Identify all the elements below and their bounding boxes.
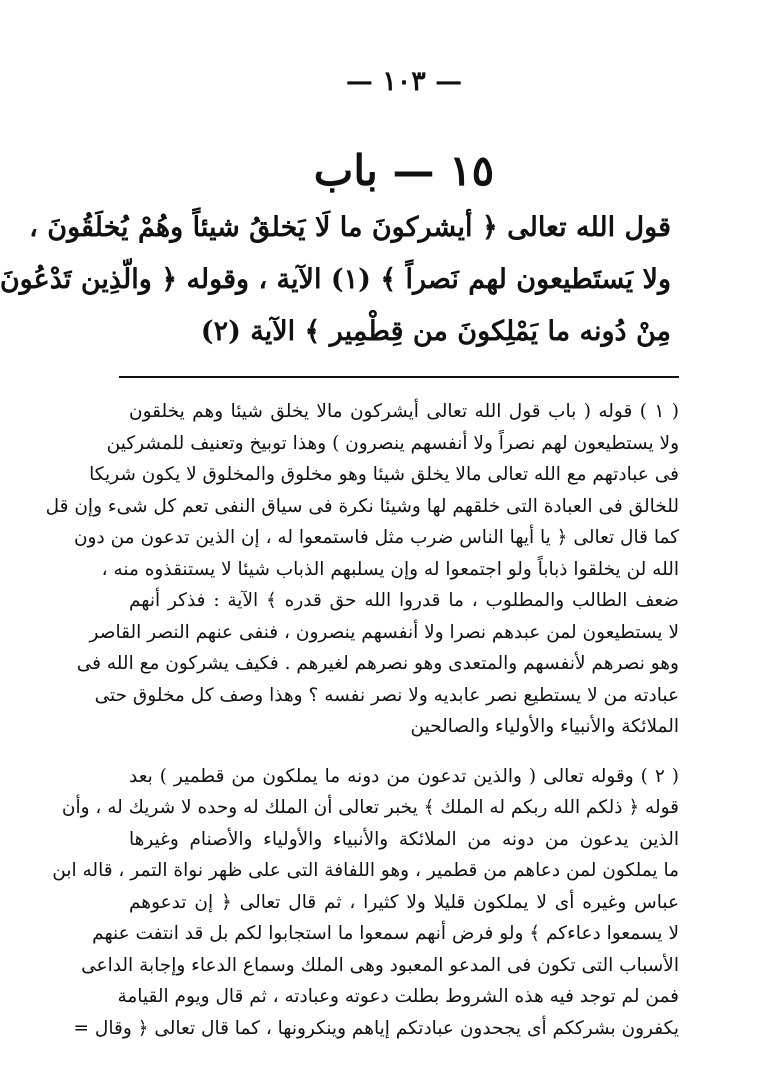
footnote-line: الله لن يخلقوا ذباباً ولو اجتمعوا له وإن يسلبهم الذباب شيئا لا يستنقذوه منه ،	[101, 558, 679, 580]
footnote-line: فى عبادتهم مع الله تعالى مالا يخلق شيئا وهو مخلوق والمخلوق لا يكون شريكا	[89, 464, 679, 485]
footnote-line: ولا يستطيعون لهم نصراً ولا أنفسهم ينصرون ) وهذا توبيخ وتعنيف للمشركين	[106, 432, 679, 454]
footnote-line: للخالق فى العبادة التى خلقهم لها وشيئا نكرة فى سياق النفى تعم كل شىء وإن قل	[45, 495, 679, 517]
title-line: ولا يَستَطيعون لهم نَصراً ﴾ (١) الآية ، وقوله ﴿ والّذِين تَدْعُونَ	[0, 264, 671, 295]
footnote-line: وهو نصرهم لأنفسهم والمتعدى وهو نصرهم لغيرهم . فكيف يشركون مع الله فى	[76, 653, 679, 674]
footnote-line: ( ١ ) قوله ( باب قول الله تعالى أيشركون مالا يخلق شيئا وهم يخلقون	[129, 401, 679, 422]
footnote-line: ( ٢ ) وقوله تعالى ( والذين تدعون من دونه ما يملكون من قطمير ) بعد	[129, 765, 679, 787]
title-line: قول الله تعالى ﴿ أيشركونَ ما لَا يَخلقُ شيئاً وهُمْ يُخلَقُونَ ،	[29, 212, 671, 243]
footnote-line: الأسباب التى تكون فى المدعو المعبود وهى الملك وسماع الدعاء وإجابة الداعى	[81, 954, 679, 976]
footnote-2	[52, 761, 679, 1045]
footnote-line: عبادته من لا يستطيع نصر عابديه ولا نصر نفسه ؟ وهذا وصف كل مخلوق حتى	[94, 684, 679, 706]
footnote-line: فمن لم توجد فيه هذه الشروط بطلت دعوته وعبادته ، ثم قال ويوم القيامة	[117, 986, 679, 1007]
title-line: مِنْ دُونه ما يَمْلِكونَ من قِطْمِير ﴾ الآية (٢)	[200, 316, 671, 347]
page-number: — ١٠٣ —	[345, 66, 463, 97]
footnote-line: ضعف الطالب والمطلوب ، ما قدروا الله حق قدره ﴾ الآية : فذكر أنهم	[129, 590, 679, 611]
chapter-heading: ١٥ — باب	[313, 146, 495, 195]
footnote-line: الملائكة والأنبياء والأولياء والصالحين	[410, 716, 679, 737]
footnote-line: لا يستطيعون لمن عبدهم نصرا ولا أنفسهم ينصرون ، فنفى عنهم النصر القاصر	[89, 621, 679, 643]
footnote-line: الذين يدعون من دونه من الملائكة والأنبياء والأولياء والأصنام وغيرها	[129, 828, 679, 850]
footnote-line: كما قال تعالى ﴿ يا أيها الناس ضرب مثل فاستمعوا له ، إن الذين تدعون من دون	[73, 527, 679, 548]
footnote-line: لا يسمعوا دعاءكم ﴾ ولو فرض أنهم سمعوا ما استجابوا لكم بل قد انتفت عنهم	[92, 923, 679, 944]
footnote-1	[45, 396, 679, 743]
footnote-line: يكفرون بشرككم أى يجحدون عبادتكم إياهم وينكرونها ، كما قال تعالى ﴿ وقال =	[73, 1017, 679, 1039]
chapter-title-verse	[0, 202, 671, 358]
footnote-separator	[119, 376, 679, 378]
footnote-line: قوله ﴿ ذلكم الله ربكم له الملك ﴾ يخبر تعالى أن الملك له وحده لا شريك له ، وأن	[61, 797, 679, 818]
footnote-line: عباس وغيره أى لا يملكون قليلا ولا كثيرا ، ثم قال تعالى ﴿ إن تدعوهم	[129, 891, 679, 913]
footnote-line: ما يملكون لمن دعاهم من قطمير ، وهو اللفافة التى على ظهر نواة التمر ، قاله ابن	[52, 860, 679, 881]
